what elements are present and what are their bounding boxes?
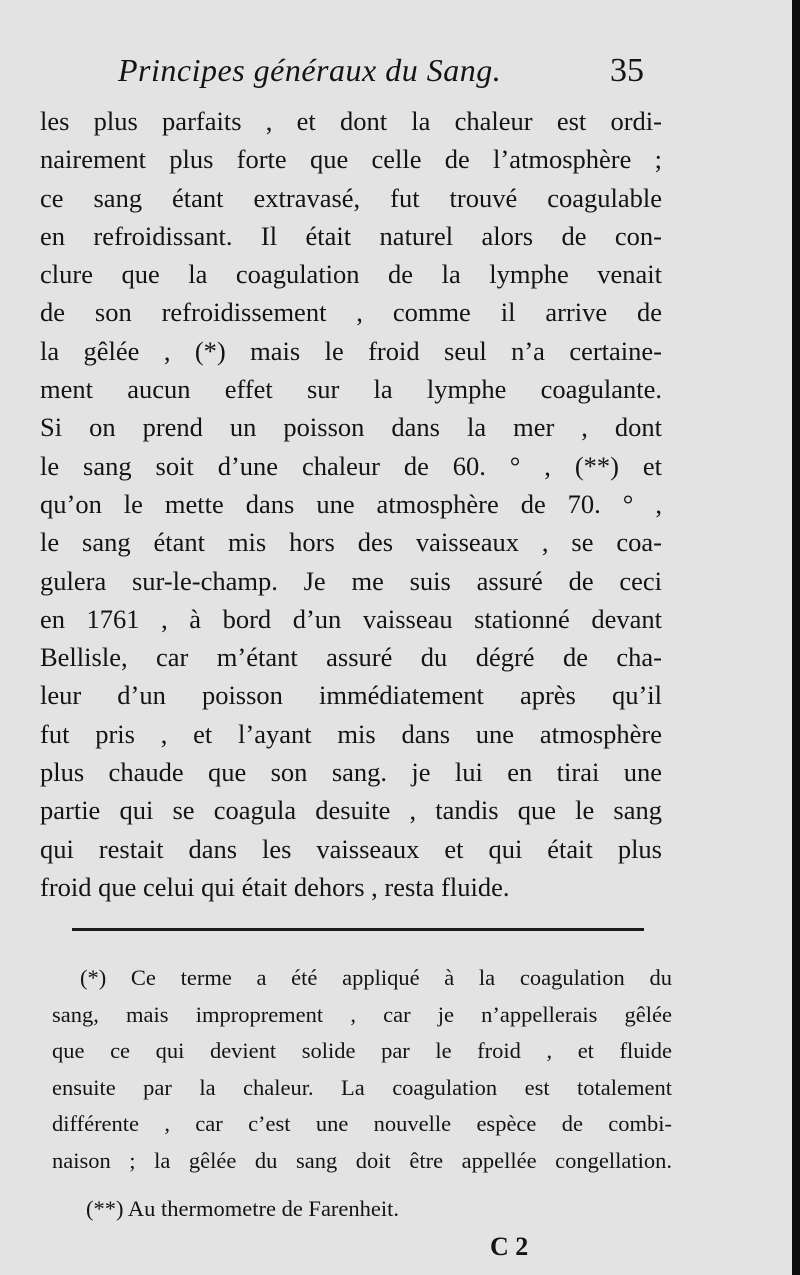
body-line: froid que celui qui était dehors , resta fluide. (40, 871, 510, 902)
body-line: gulera sur-le-champ. Je me suis assuré de ceci (40, 565, 662, 596)
body-line: Si on prend un poisson dans la mer , dont (40, 412, 662, 443)
body-line: qu’on le mette dans une atmosphère de 70. ° , (40, 488, 662, 519)
body-line: qui restait dans les vaisseaux et qui était plus (40, 833, 662, 864)
body-line: en 1761 , à bord d’un vaisseau stationné devant (40, 603, 662, 634)
body-line: nairement plus forte que celle de l’atmosphère ; (40, 144, 662, 175)
footnote-line: différente , car c’est une nouvelle espèce de combi- (52, 1111, 672, 1136)
body-line: Bellisle, car m’étant assuré du dégré de cha- (40, 642, 662, 673)
scan-edge (792, 0, 800, 1275)
body-line: le sang étant mis hors des vaisseaux , se coa- (40, 527, 662, 558)
body-line: de son refroidissement , comme il arrive de (40, 297, 662, 328)
body-line: plus chaude que son sang. je lui en tirai une (40, 757, 662, 788)
body-line: le sang soit d’une chaleur de 60. ° , (**) et (40, 450, 662, 481)
footnote-line: sang, mais improprement , car je n’appellerais gêlée (52, 1001, 672, 1027)
footnote-2: (**) Au thermometre de Farenheit. (86, 1196, 400, 1221)
footnote-line: (*) Ce terme a été appliqué à la coagulation du (80, 965, 672, 990)
page-header (118, 52, 658, 100)
body-text (40, 102, 662, 906)
body-line: clure que la coagulation de la lymphe venait (40, 259, 662, 290)
body-line: partie qui se coagula desuite , tandis que le sang (40, 795, 662, 826)
body-line: fut pris , et l’ayant mis dans une atmosphère (40, 718, 662, 749)
footnote-1 (52, 960, 672, 1179)
running-title: Principes généraux du Sang. (118, 52, 502, 88)
body-line: ce sang étant extravasé, fut trouvé coagulable (40, 182, 662, 213)
body-line: la gêlée , (*) mais le froid seul n’a certaine- (40, 335, 662, 366)
footnote-line: ensuite par la chaleur. La coagulation est totalement (52, 1074, 672, 1100)
body-line: en refroidissant. Il était naturel alors de con- (40, 220, 662, 251)
signature-mark: C 2 (490, 1232, 529, 1261)
page-number: 35 (610, 52, 644, 89)
body-line: les plus parfaits , et dont la chaleur est ordi- (40, 106, 662, 136)
footnote-divider (72, 928, 644, 931)
body-line: leur d’un poisson immédiatement après qu’il (40, 680, 662, 711)
footnote-line: naison ; la gêlée du sang doit être appellée congellation. (52, 1147, 672, 1173)
footnote-line: que ce qui devient solide par le froid , et fluide (52, 1038, 672, 1063)
body-line: ment aucun effet sur la lymphe coagulante. (40, 374, 662, 405)
